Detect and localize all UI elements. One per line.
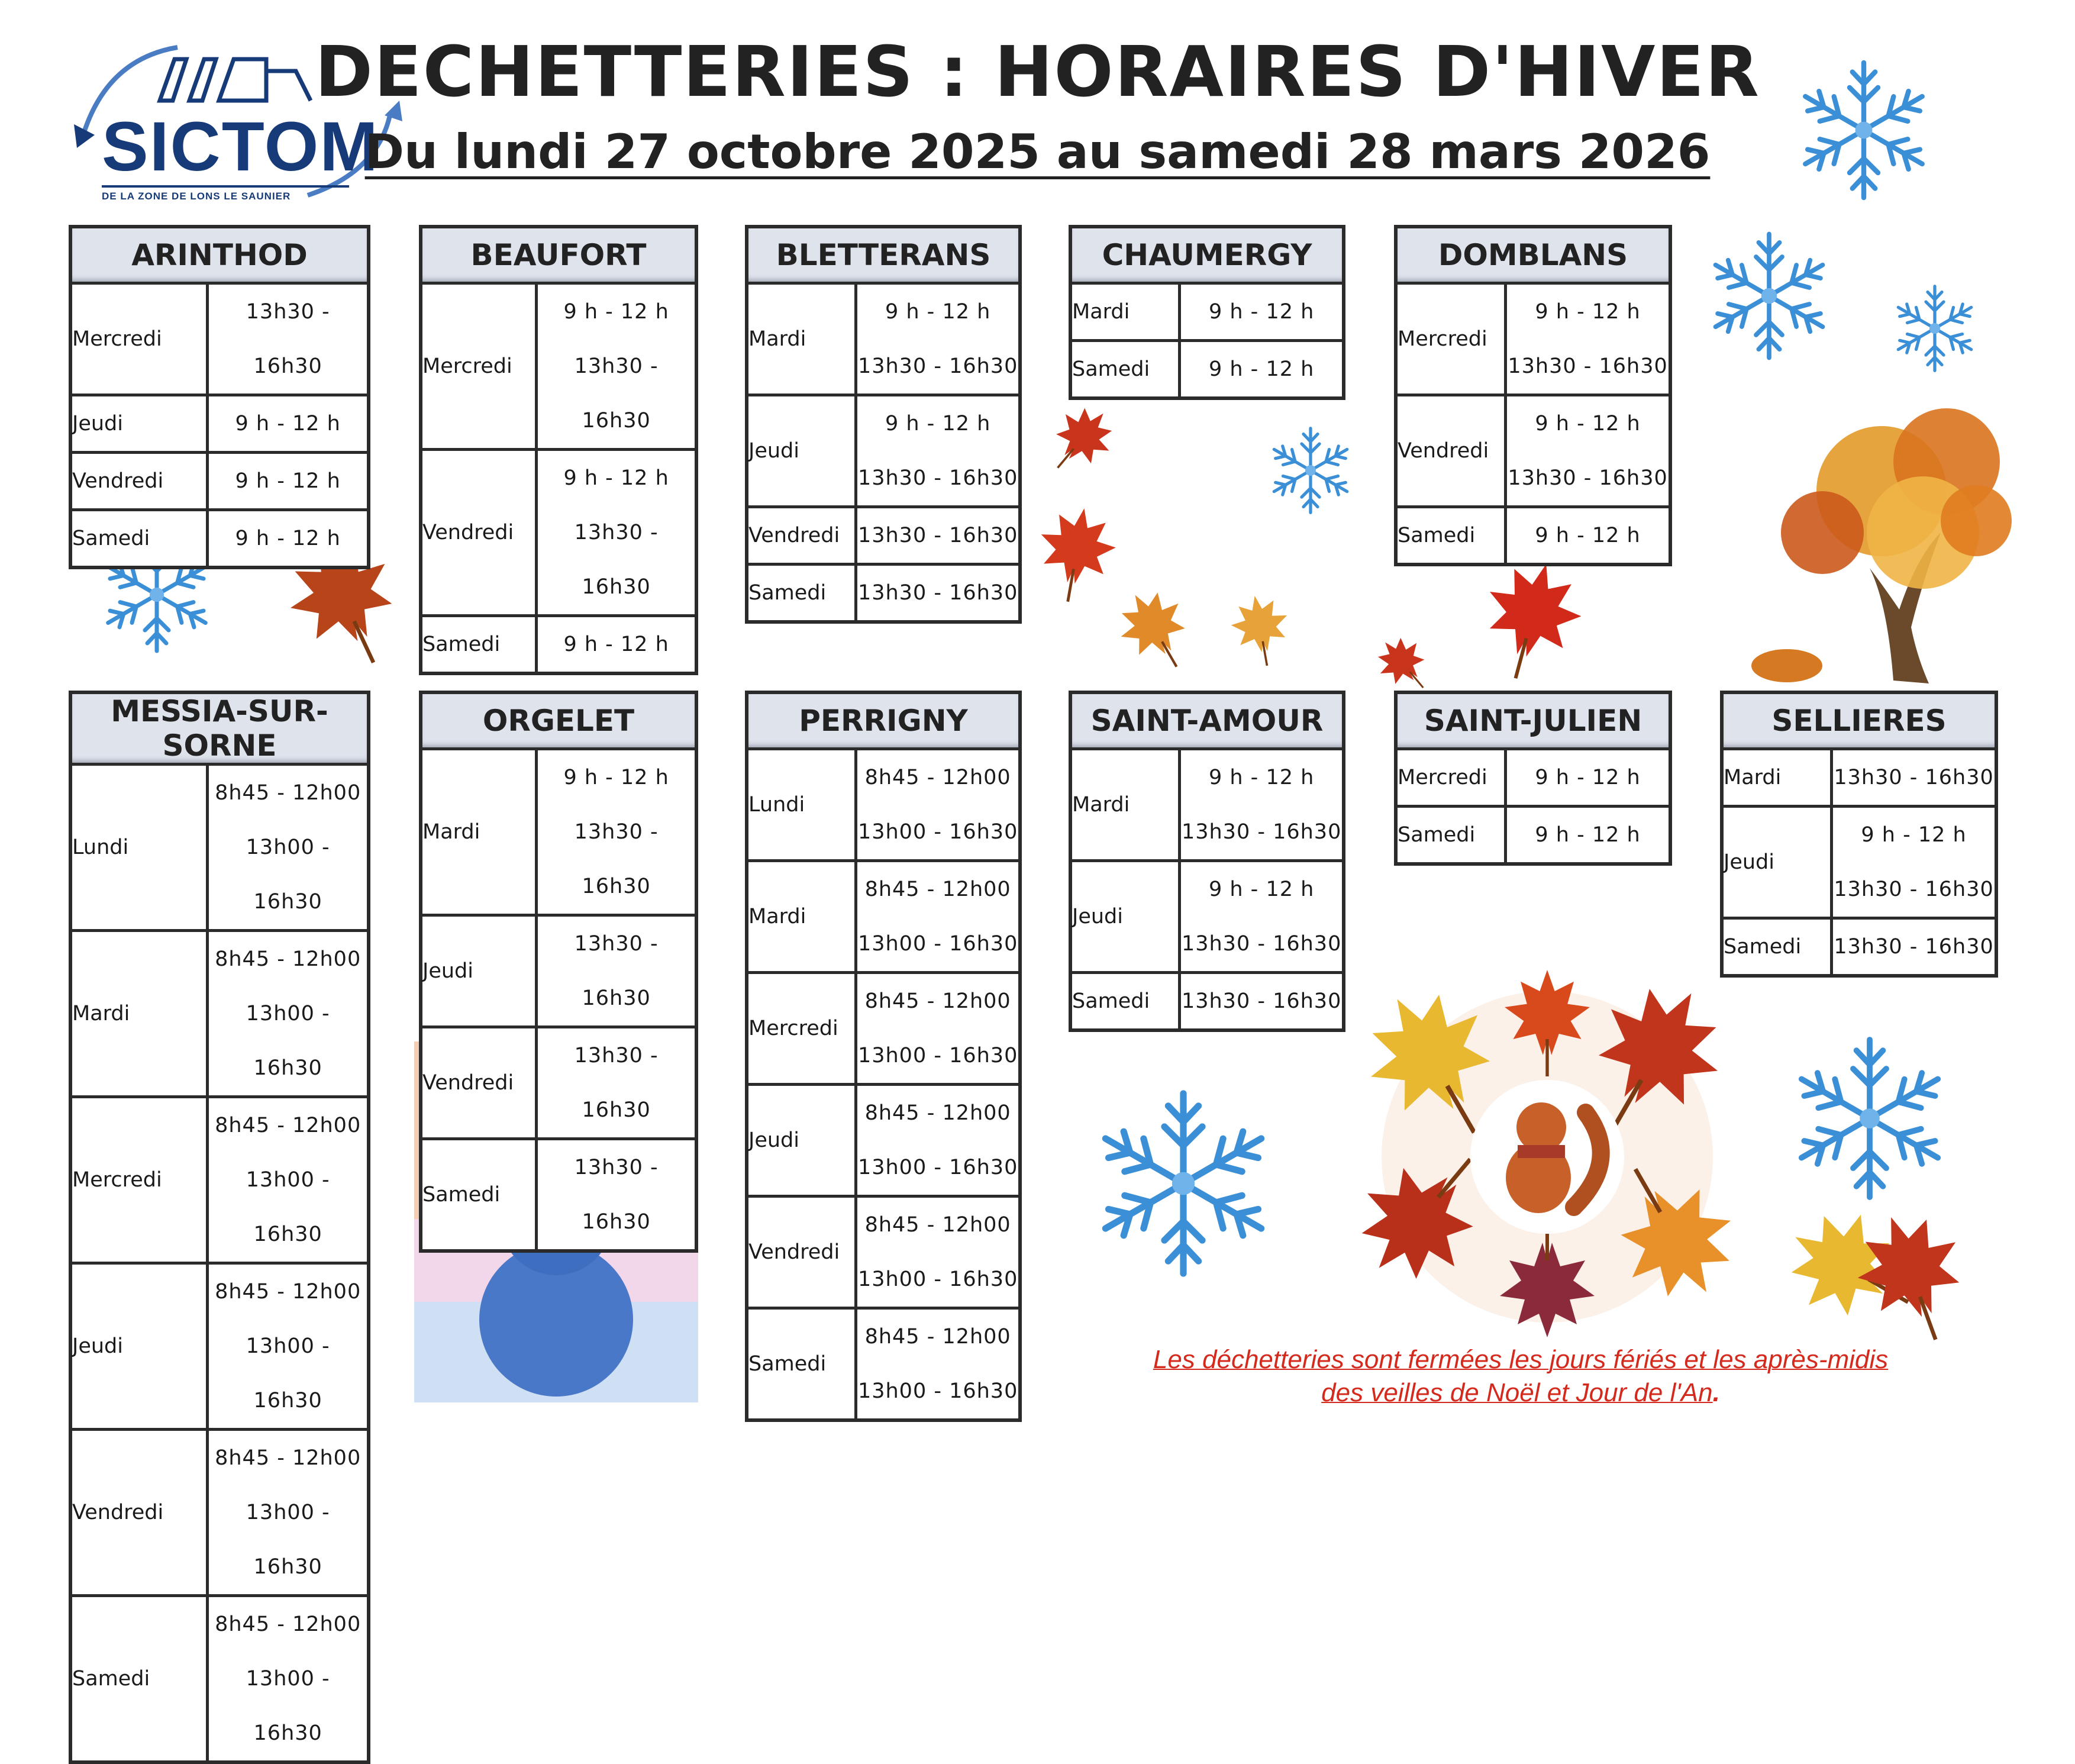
hours-slot: 9 h - 12 h bbox=[885, 412, 991, 436]
day-cell: Samedi bbox=[1396, 807, 1506, 865]
hours-slot: 9 h - 12 h bbox=[1208, 300, 1315, 324]
day-cell: Vendredi bbox=[747, 1197, 856, 1308]
hours-cell bbox=[856, 1197, 1020, 1308]
hours-cell bbox=[208, 931, 369, 1097]
hours-cell bbox=[856, 973, 1020, 1085]
center-name: ORGELET bbox=[421, 692, 696, 749]
day-cell: Mercredi bbox=[421, 283, 537, 450]
center-name: SELLIERES bbox=[1722, 692, 1996, 749]
table-row bbox=[1070, 749, 1344, 861]
table-row bbox=[1396, 283, 1670, 395]
hours-slot: 13h30 - 16h30 bbox=[1181, 820, 1342, 844]
table-row bbox=[1396, 507, 1670, 565]
hours-cell bbox=[1180, 973, 1344, 1031]
table-saint-amour bbox=[1069, 691, 1345, 1032]
table-row bbox=[747, 1085, 1020, 1197]
day-cell: Samedi bbox=[70, 1596, 208, 1763]
hours-cell bbox=[856, 1085, 1020, 1197]
day-cell: Jeudi bbox=[1070, 861, 1180, 973]
day-cell: Jeudi bbox=[421, 915, 537, 1027]
table-messia-sur-sorne bbox=[69, 691, 370, 1764]
day-cell: Mercredi bbox=[70, 283, 208, 395]
hours-cell bbox=[208, 283, 369, 395]
table-row bbox=[70, 1263, 369, 1430]
page-subtitle: Du lundi 27 octobre 2025 au samedi 28 mars 2026 bbox=[364, 124, 1711, 179]
table-row bbox=[70, 283, 369, 395]
day-cell: Samedi bbox=[747, 1308, 856, 1421]
day-cell: Jeudi bbox=[1722, 807, 1832, 918]
hours-slot: 8h45 - 12h00 bbox=[864, 1101, 1011, 1125]
hours-cell bbox=[856, 507, 1020, 565]
table-row bbox=[747, 507, 1020, 565]
hours-slot: 9 h - 12 h bbox=[885, 300, 991, 324]
table-row bbox=[70, 1097, 369, 1263]
hours-slot: 13h00 - 16h30 bbox=[246, 1002, 330, 1080]
hours-cell bbox=[856, 283, 1020, 395]
snowflake-icon bbox=[1709, 234, 1829, 358]
day-cell: Vendredi bbox=[747, 507, 856, 565]
hours-slot: 9 h - 12 h bbox=[1208, 766, 1315, 789]
table-row bbox=[1722, 749, 1996, 807]
day-cell: Samedi bbox=[421, 1139, 537, 1252]
day-cell: Vendredi bbox=[70, 1430, 208, 1596]
hours-slot: 8h45 - 12h00 bbox=[864, 989, 1011, 1013]
hours-slot: 9 h - 12 h bbox=[1535, 412, 1641, 436]
hours-cell bbox=[537, 616, 696, 674]
hours-slot: 8h45 - 12h00 bbox=[215, 781, 362, 805]
center-name: BEAUFORT bbox=[421, 227, 696, 283]
day-cell: Mardi bbox=[421, 749, 537, 915]
table-orgelet bbox=[419, 691, 698, 1253]
hours-slot: 13h00 - 16h30 bbox=[857, 1268, 1018, 1291]
table-row bbox=[1396, 807, 1670, 865]
hours-slot: 13h30 - 16h30 bbox=[857, 581, 1018, 605]
hours-slot: 13h00 - 16h30 bbox=[857, 932, 1018, 956]
hours-slot: 13h30 - 16h30 bbox=[1834, 935, 1994, 959]
hours-cell bbox=[537, 450, 696, 616]
table-row bbox=[421, 616, 696, 674]
hours-cell bbox=[856, 749, 1020, 861]
hours-cell bbox=[208, 395, 369, 453]
table-row bbox=[1070, 341, 1344, 399]
day-cell: Jeudi bbox=[747, 1085, 856, 1197]
hours-slot: 8h45 - 12h00 bbox=[215, 1280, 362, 1304]
day-cell: Mardi bbox=[1070, 749, 1180, 861]
hours-slot: 13h30 - 16h30 bbox=[574, 1156, 659, 1234]
hours-cell bbox=[856, 565, 1020, 623]
table-row bbox=[747, 749, 1020, 861]
table-row bbox=[747, 1308, 1020, 1421]
hours-cell bbox=[1832, 749, 1996, 807]
table-row bbox=[747, 1197, 1020, 1308]
day-cell: Mardi bbox=[1722, 749, 1832, 807]
hours-slot: 8h45 - 12h00 bbox=[864, 1213, 1011, 1237]
snowflake-icon bbox=[1798, 63, 1929, 198]
hours-cell bbox=[208, 1263, 369, 1430]
hours-cell bbox=[1180, 283, 1344, 341]
autumn-tree-icon bbox=[1751, 408, 2012, 683]
hours-cell bbox=[1832, 918, 1996, 976]
day-cell: Mardi bbox=[747, 283, 856, 395]
hours-slot: 13h30 - 16h30 bbox=[857, 354, 1018, 378]
day-cell: Vendredi bbox=[421, 450, 537, 616]
day-cell: Jeudi bbox=[70, 1263, 208, 1430]
hours-slot: 13h00 - 16h30 bbox=[857, 1044, 1018, 1068]
table-perrigny bbox=[745, 691, 1022, 1422]
hours-slot: 13h00 - 16h30 bbox=[857, 820, 1018, 844]
table-row bbox=[747, 861, 1020, 973]
day-cell: Mardi bbox=[1070, 283, 1180, 341]
day-cell: Samedi bbox=[1070, 341, 1180, 399]
hours-slot: 13h30 - 16h30 bbox=[857, 466, 1018, 490]
table-chaumergy bbox=[1069, 225, 1345, 400]
page-title: DECHETTERIES : HORAIRES D'HIVER bbox=[315, 31, 1760, 112]
hours-slot: 8h45 - 12h00 bbox=[215, 1114, 362, 1137]
hours-cell bbox=[208, 765, 369, 931]
hours-cell bbox=[856, 861, 1020, 973]
hours-slot: 8h45 - 12h00 bbox=[864, 878, 1011, 901]
day-cell: Mardi bbox=[70, 931, 208, 1097]
leaves-cluster-icon bbox=[1769, 1192, 1984, 1357]
logo-name: SICTOM bbox=[102, 108, 379, 186]
hours-slot: 13h30 - 16h30 bbox=[1834, 878, 1994, 901]
day-cell: Samedi bbox=[421, 616, 537, 674]
table-row bbox=[1070, 973, 1344, 1031]
hours-slot: 13h00 - 16h30 bbox=[246, 836, 330, 914]
hours-slot: 13h30 - 16h30 bbox=[246, 300, 330, 378]
hours-slot: 9 h - 12 h bbox=[1535, 300, 1641, 324]
table-row bbox=[1396, 749, 1670, 807]
day-cell: Mercredi bbox=[70, 1097, 208, 1263]
hours-slot: 13h30 - 16h30 bbox=[1181, 932, 1342, 956]
snowflake-icon bbox=[1894, 286, 1976, 371]
day-cell: Mercredi bbox=[747, 973, 856, 1085]
table-row bbox=[421, 915, 696, 1027]
hours-slot: 13h00 - 16h30 bbox=[246, 1334, 330, 1413]
table-row bbox=[747, 973, 1020, 1085]
hours-slot: 9 h - 12 h bbox=[563, 766, 669, 789]
center-name: ARINTHOD bbox=[70, 227, 369, 283]
hours-slot: 13h00 - 16h30 bbox=[857, 1156, 1018, 1179]
hours-slot: 9 h - 12 h bbox=[1861, 823, 1967, 847]
table-row bbox=[421, 1139, 696, 1252]
table-beaufort bbox=[419, 225, 698, 675]
hours-slot: 13h30 - 16h30 bbox=[1508, 354, 1668, 378]
center-name: DOMBLANS bbox=[1396, 227, 1670, 283]
hours-cell bbox=[1506, 395, 1670, 507]
table-row bbox=[1396, 395, 1670, 507]
hours-cell bbox=[208, 1430, 369, 1596]
closure-note-line2: des veilles de Noël et Jour de l'An bbox=[1321, 1378, 1713, 1407]
closure-note-line1: Les déchetteries sont fermées les jours fériés et les après-midis bbox=[1153, 1345, 1889, 1374]
hours-slot: 13h00 - 16h30 bbox=[246, 1168, 330, 1246]
hours-slot: 13h30 - 16h30 bbox=[574, 1044, 659, 1122]
day-cell: Samedi bbox=[747, 565, 856, 623]
hours-slot: 13h30 - 16h30 bbox=[1508, 466, 1668, 490]
hours-slot: 13h30 - 16h30 bbox=[574, 521, 659, 599]
hours-slot: 8h45 - 12h00 bbox=[864, 766, 1011, 789]
center-name: BLETTERANS bbox=[747, 227, 1020, 283]
hours-slot: 9 h - 12 h bbox=[563, 466, 669, 490]
snowflake-icon bbox=[1793, 1040, 1946, 1197]
hours-slot: 8h45 - 12h00 bbox=[215, 1446, 362, 1470]
center-name: PERRIGNY bbox=[747, 692, 1020, 749]
hours-cell bbox=[1506, 749, 1670, 807]
snowflake-icon bbox=[1270, 428, 1351, 513]
hours-slot: 9 h - 12 h bbox=[1535, 766, 1641, 789]
hours-cell bbox=[208, 453, 369, 510]
hours-cell bbox=[537, 749, 696, 915]
hours-slot: 13h30 - 16h30 bbox=[574, 932, 659, 1010]
day-cell: Vendredi bbox=[421, 1027, 537, 1139]
hours-slot: 8h45 - 12h00 bbox=[215, 947, 362, 971]
table-row bbox=[70, 395, 369, 453]
hours-cell bbox=[1180, 861, 1344, 973]
hours-slot: 9 h - 12 h bbox=[235, 469, 341, 493]
day-cell: Lundi bbox=[70, 765, 208, 931]
day-cell: Vendredi bbox=[1396, 395, 1506, 507]
center-name: MESSIA-SUR-SORNE bbox=[70, 692, 369, 765]
snowflake-icon bbox=[1096, 1094, 1270, 1273]
table-row bbox=[421, 283, 696, 450]
closure-note-end: . bbox=[1712, 1378, 1720, 1407]
hours-cell bbox=[856, 1308, 1020, 1421]
day-cell: Samedi bbox=[1070, 973, 1180, 1031]
logo-tagline: DE LA ZONE DE LONS LE SAUNIER bbox=[102, 191, 291, 202]
hours-slot: 8h45 - 12h00 bbox=[864, 1325, 1011, 1349]
table-saint-julien bbox=[1394, 691, 1672, 866]
table-row bbox=[421, 749, 696, 915]
day-cell: Samedi bbox=[70, 510, 208, 568]
hours-cell bbox=[1832, 807, 1996, 918]
table-row bbox=[70, 931, 369, 1097]
table-row bbox=[421, 1027, 696, 1139]
hours-cell bbox=[537, 1139, 696, 1252]
hours-cell bbox=[537, 915, 696, 1027]
hours-slot: 9 h - 12 h bbox=[1208, 357, 1315, 381]
hours-slot: 9 h - 12 h bbox=[235, 527, 341, 550]
hours-slot: 13h00 - 16h30 bbox=[246, 1501, 330, 1579]
day-cell: Vendredi bbox=[70, 453, 208, 510]
table-row bbox=[1070, 283, 1344, 341]
table-arinthod bbox=[69, 225, 370, 569]
hours-slot: 13h30 - 16h30 bbox=[1834, 766, 1994, 789]
closure-note bbox=[1101, 1343, 1941, 1410]
hours-slot: 13h30 - 16h30 bbox=[857, 524, 1018, 547]
hours-cell bbox=[208, 1097, 369, 1263]
table-row bbox=[70, 453, 369, 510]
hours-cell bbox=[1506, 283, 1670, 395]
hours-cell bbox=[1506, 507, 1670, 565]
hours-slot: 9 h - 12 h bbox=[563, 633, 669, 656]
hours-slot: 13h30 - 16h30 bbox=[574, 354, 659, 433]
table-row bbox=[70, 510, 369, 568]
hours-cell bbox=[1506, 807, 1670, 865]
day-cell: Jeudi bbox=[747, 395, 856, 507]
hours-cell bbox=[208, 510, 369, 568]
hours-slot: 9 h - 12 h bbox=[1535, 524, 1641, 547]
hours-slot: 13h00 - 16h30 bbox=[246, 1667, 330, 1745]
table-row bbox=[747, 395, 1020, 507]
hours-cell bbox=[208, 1596, 369, 1763]
squirrel-wreath-picture bbox=[1335, 963, 1755, 1337]
hours-slot: 9 h - 12 h bbox=[1535, 823, 1641, 847]
day-cell: Jeudi bbox=[70, 395, 208, 453]
hours-slot: 9 h - 12 h bbox=[235, 412, 341, 436]
center-name: SAINT-AMOUR bbox=[1070, 692, 1344, 749]
center-name: SAINT-JULIEN bbox=[1396, 692, 1670, 749]
table-row bbox=[747, 283, 1020, 395]
center-name: CHAUMERGY bbox=[1070, 227, 1344, 283]
table-row bbox=[1722, 918, 1996, 976]
day-cell: Mardi bbox=[747, 861, 856, 973]
table-row bbox=[747, 565, 1020, 623]
table-row bbox=[421, 450, 696, 616]
table-row bbox=[70, 1596, 369, 1763]
table-row bbox=[70, 765, 369, 931]
day-cell: Lundi bbox=[747, 749, 856, 861]
table-sellieres bbox=[1720, 691, 1998, 978]
day-cell: Samedi bbox=[1722, 918, 1832, 976]
table-bletterans bbox=[745, 225, 1022, 624]
table-row bbox=[1070, 861, 1344, 973]
hours-cell bbox=[537, 283, 696, 450]
table-row bbox=[70, 1430, 369, 1596]
hours-slot: 13h30 - 16h30 bbox=[574, 820, 659, 898]
hours-cell bbox=[1180, 749, 1344, 861]
hours-slot: 13h30 - 16h30 bbox=[1181, 989, 1342, 1013]
day-cell: Mercredi bbox=[1396, 749, 1506, 807]
hours-cell bbox=[856, 395, 1020, 507]
hours-slot: 8h45 - 12h00 bbox=[215, 1613, 362, 1636]
hours-slot: 9 h - 12 h bbox=[1208, 878, 1315, 901]
hours-slot: 9 h - 12 h bbox=[563, 300, 669, 324]
hours-slot: 13h00 - 16h30 bbox=[857, 1379, 1018, 1403]
hours-cell bbox=[537, 1027, 696, 1139]
day-cell: Mercredi bbox=[1396, 283, 1506, 395]
hours-cell bbox=[1180, 341, 1344, 399]
table-domblans bbox=[1394, 225, 1672, 566]
table-row bbox=[1722, 807, 1996, 918]
day-cell: Samedi bbox=[1396, 507, 1506, 565]
